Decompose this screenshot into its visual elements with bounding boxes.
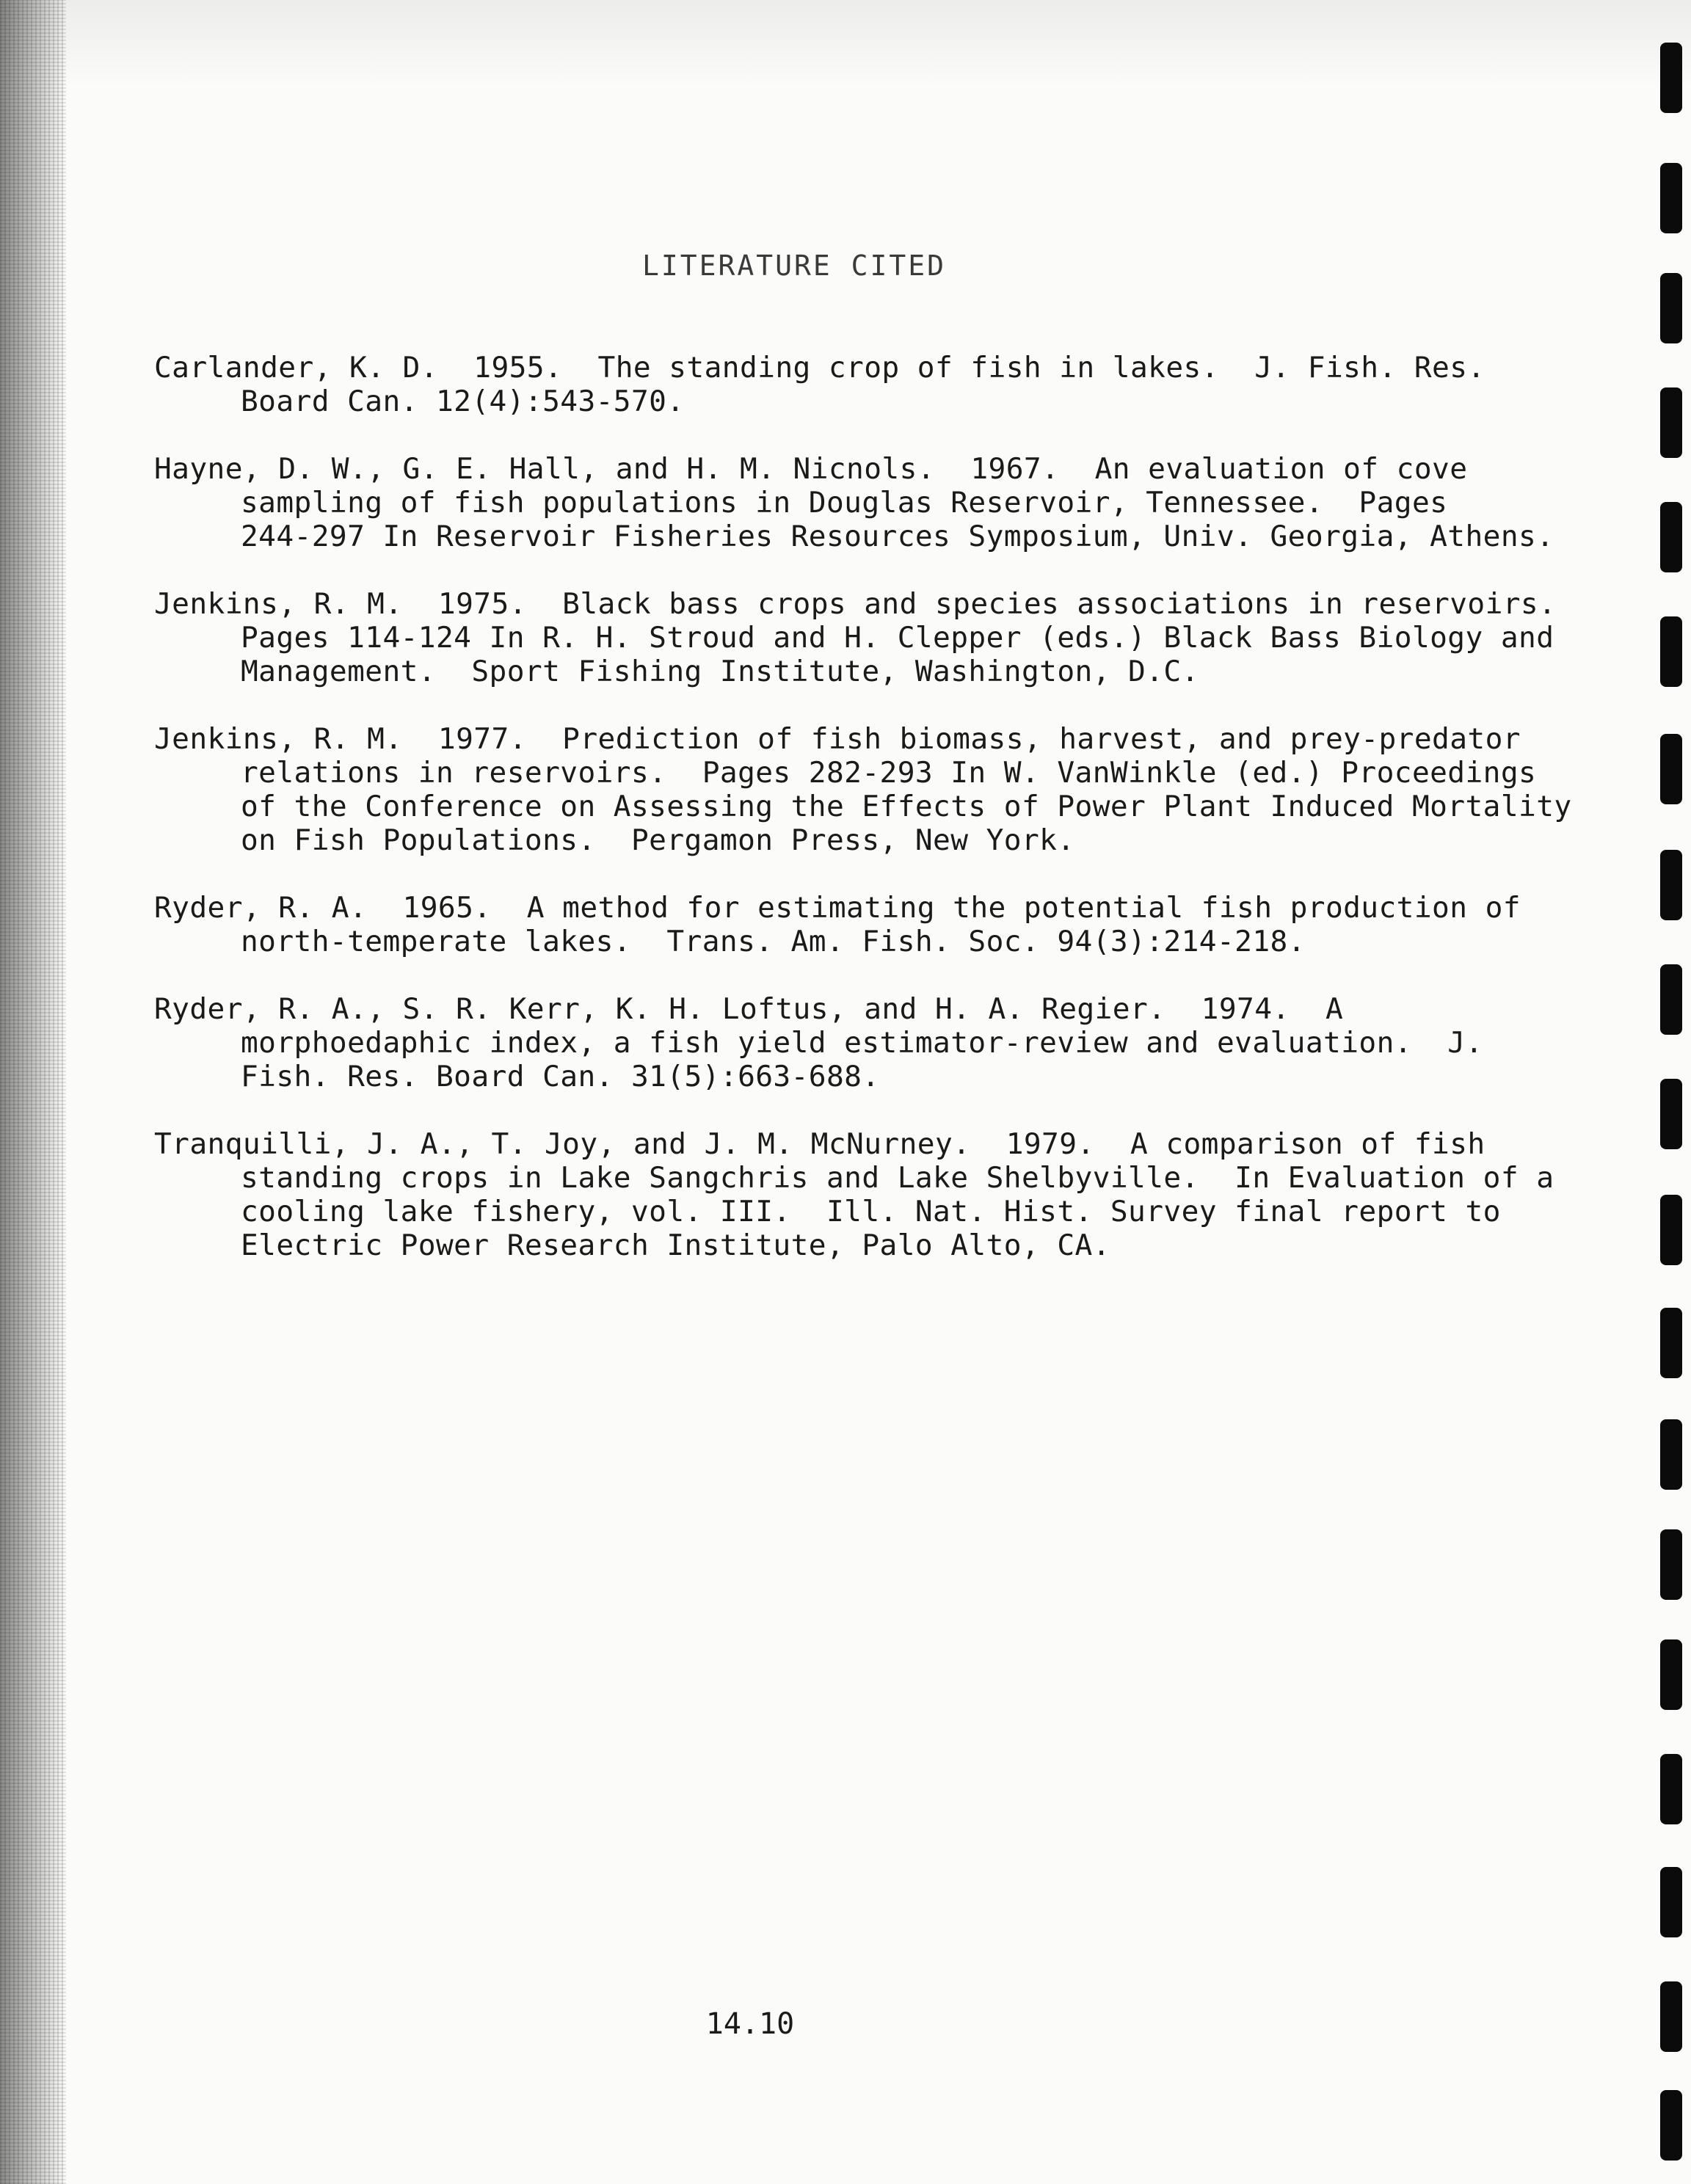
- reference-entry: [154, 1127, 1554, 1262]
- reference-entry: [154, 587, 1557, 688]
- binding-hole: [1660, 1195, 1682, 1265]
- binding-hole: [1660, 616, 1682, 687]
- reference-line: sampling of fish populations in Douglas Reservoir, Tennessee. Pages: [241, 486, 1448, 520]
- reference-entry: [154, 722, 1572, 857]
- binding-hole: [1660, 1079, 1682, 1149]
- binding-hole: [1660, 1867, 1682, 1937]
- binding-hole: [1660, 43, 1682, 113]
- reference-line: Carlander, K. D. 1955. The standing crop of fish in lakes. J. Fish. Res.: [154, 351, 1485, 385]
- binding-hole: [1660, 2090, 1682, 2161]
- reference-line: Tranquilli, J. A., T. Joy, and J. M. McNurney. 1979. A comparison of fish: [154, 1127, 1485, 1161]
- binding-hole: [1660, 1639, 1682, 1710]
- reference-entry: [154, 891, 1534, 958]
- reference-line: standing crops in Lake Sangchris and Lake Shelbyville. In Evaluation of a: [241, 1161, 1554, 1195]
- reference-line: Electric Power Research Institute, Palo Alto, CA.: [241, 1228, 1110, 1262]
- reference-line: Ryder, R. A. 1965. A method for estimating the potential fish production of: [154, 891, 1521, 925]
- reference-line: of the Conference on Assessing the Effects of Power Plant Induced Mortality: [241, 790, 1572, 823]
- reference-line: morphoedaphic index, a fish yield estimator-review and evaluation. J.: [241, 1026, 1483, 1060]
- binding-hole: [1660, 1308, 1682, 1378]
- reference-line: 244-297 In Reservoir Fisheries Resources Symposium, Univ. Georgia, Athens.: [241, 520, 1554, 553]
- reference-line: Management. Sport Fishing Institute, Washington, D.C.: [241, 655, 1199, 688]
- reference-line: Board Can. 12(4):543-570.: [241, 385, 685, 418]
- binding-hole: [1660, 964, 1682, 1035]
- reference-line: Fish. Res. Board Can. 31(5):663-688.: [241, 1060, 880, 1093]
- binding-hole: [1660, 1754, 1682, 1824]
- reference-line: Pages 114-124 In R. H. Stroud and H. Clepper (eds.) Black Bass Biology and: [241, 621, 1554, 655]
- reference-line: north-temperate lakes. Trans. Am. Fish. Soc. 94(3):214-218.: [241, 925, 1306, 958]
- reference-line: Jenkins, R. M. 1975. Black bass crops and species associations in reservoirs.: [154, 587, 1557, 621]
- binding-hole: [1660, 850, 1682, 920]
- reference-entry: [154, 992, 1534, 1093]
- binding-hole: [1660, 1981, 1682, 2052]
- binding-hole: [1660, 1529, 1682, 1600]
- binding-hole: [1660, 734, 1682, 804]
- binding-hole: [1660, 387, 1682, 458]
- scan-top-shadow: [0, 0, 1691, 88]
- binding-hole: [1660, 502, 1682, 572]
- binding-holes: [1647, 0, 1691, 2184]
- binding-hole: [1660, 163, 1682, 233]
- scan-edge-noise: [0, 0, 66, 2184]
- binding-hole: [1660, 1419, 1682, 1490]
- reference-line: on Fish Populations. Pergamon Press, New York.: [241, 823, 1075, 857]
- reference-line: cooling lake fishery, vol. III. Ill. Nat. Hist. Survey final report to: [241, 1195, 1501, 1228]
- reference-entry: [154, 452, 1554, 553]
- section-heading: LITERATURE CITED: [641, 250, 947, 282]
- page-number: 14.10: [705, 2007, 795, 2041]
- binding-hole: [1660, 273, 1682, 343]
- reference-line: Hayne, D. W., G. E. Hall, and H. M. Nicnols. 1967. An evaluation of cove: [154, 452, 1468, 486]
- reference-line: Jenkins, R. M. 1977. Prediction of fish biomass, harvest, and prey-predator: [154, 722, 1521, 756]
- reference-entry: [154, 351, 1534, 418]
- reference-line: Ryder, R. A., S. R. Kerr, K. H. Loftus, and H. A. Regier. 1974. A: [154, 992, 1344, 1026]
- reference-line: relations in reservoirs. Pages 282-293 In W. VanWinkle (ed.) Proceedings: [241, 756, 1537, 790]
- reference-list: [154, 351, 1572, 1296]
